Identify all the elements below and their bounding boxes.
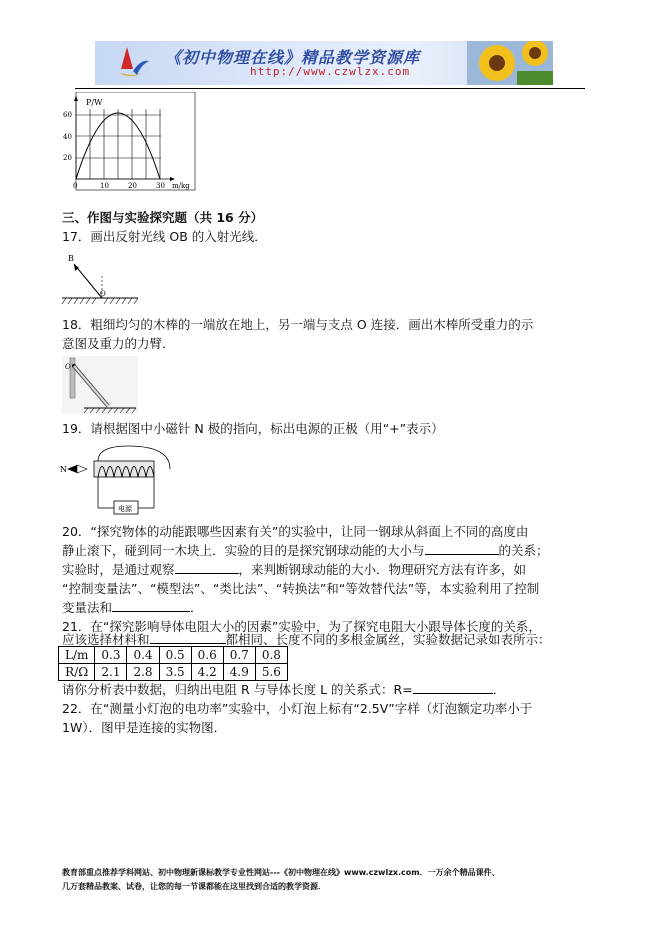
footer-line2: 几万套精品教案、试卷，让您的每一节课都能在这里找到合适的教学资源． [62,882,326,891]
power-source-label: 电源 [118,505,132,513]
label-n: N [60,465,67,474]
table-cell: 2.8 [127,664,159,681]
table-cell: 0.4 [127,647,159,664]
table-row [59,647,288,664]
header-banner [95,41,553,85]
sunflower-image [467,41,553,85]
table-cell: 3.5 [159,664,191,681]
graph-xlabel: m/kg [172,182,190,190]
question-20-line2 [62,541,549,560]
q21-text: 都相同、长度不同的多根金属丝，实验数据记录如表所示： [225,632,551,647]
table-cell: 0.7 [223,647,255,664]
table-cell: 4.2 [191,664,223,681]
question-18-line2: 意图及重力的力臂． [62,336,175,351]
label-b: B [68,254,74,263]
y-tick-label: 20 [63,154,72,162]
rod-diagram [62,356,138,414]
resistance-table [58,646,288,681]
table-cell: 0.8 [255,647,287,664]
pivot-label: O [65,363,71,371]
q20-text: 的关系； [498,543,549,558]
label-o: O [100,290,106,298]
question-21-line1: 21．在“探究影响导体电阻大小的因素”实验中，为了探究电阻大小跟导体长度的关系， [62,619,541,634]
banner-url: http://www.czwlzx.com [250,65,411,78]
table-row [59,664,288,681]
question-17: 17．画出反射光线 OB 的入射光线． [62,229,267,244]
q20-text: 实验时，是通过观察 [62,562,175,577]
reflection-diagram [60,250,140,306]
answer-blank[interactable] [425,542,499,555]
x-tick-label: 0 [73,182,78,190]
power-mass-graph [58,92,198,192]
y-tick-label: 40 [63,133,72,141]
answer-blank[interactable] [175,561,239,574]
section-heading: 三、作图与实验探究题（共 16 分） [62,210,264,225]
compass-needle-icon [67,465,77,473]
question-22-line1: 22．在“测量小灯泡的电功率”实验中，小灯泡上标有“2.5V”字样（灯泡额定功率小于 [62,701,533,716]
question-22-line2: 1W）．图甲是连接的实物图． [62,720,227,735]
graph-ylabel: P/W [86,98,103,107]
q21-text: 应该选择材料和 [62,632,150,647]
site-logo-icon [113,45,153,81]
table-header-cell: R/Ω [59,664,95,681]
footer-line1: 教育部重点推荐学科网站、初中物理新课标教学专业性网站---《初中物理在线》www.czwlzx.com．一万余个精品课件、 [62,868,500,877]
solenoid-diagram [58,444,176,516]
x-tick-label: 20 [128,182,137,190]
question-19: 19．请根据图中小磁针 N 极的指向，标出电源的正极（用“+”表示） [62,421,444,436]
answer-blank[interactable] [150,631,226,644]
answer-blank[interactable] [413,681,493,694]
table-cell: 0.5 [159,647,191,664]
q20-text: ，来判断钢球动能的大小．物理研究方法有许多，如 [238,562,527,577]
q20-text: 静止滚下，碰到同一木块上．实验的目的是探究钢球动能的大小与 [62,543,425,558]
question-20-line4: “控制变量法”、“模型法”、“类比法”、“转换法”和“等效替代法”等，本实验利用了控制 [62,581,540,596]
x-tick-label: 30 [156,182,165,190]
question-21-line3 [62,680,505,699]
q20-text: ． [190,600,203,615]
banner-title: 《初中物理在线》精品教学资源库 [165,48,421,67]
table-cell: 0.6 [191,647,223,664]
q21-text: ． [492,682,506,697]
table-cell: 2.1 [95,664,127,681]
table-cell: 4.9 [223,664,255,681]
question-18-line1: 18．粗细均匀的木棒的一端放在地上，另一端与支点 O 连接．画出木棒所受重力的示 [62,317,534,332]
y-tick-label: 60 [63,111,72,119]
table-cell: 5.6 [255,664,287,681]
question-20-line5 [62,598,203,617]
answer-blank[interactable] [112,599,190,612]
question-20-line3 [62,560,526,579]
header-rule [75,88,585,89]
table-cell: 0.3 [95,647,127,664]
table-header-cell: L/m [59,647,95,664]
q21-text: 请你分析表中数据，归纳出电阻 R 与导体长度 L 的关系式：R= [62,682,413,697]
question-20-line1: 20．“探究物体的动能跟哪些因素有关”的实验中，让同一钢球从斜面上不同的高度由 [62,524,529,539]
q20-text: 变量法和 [62,600,113,615]
x-tick-label: 10 [100,182,109,190]
